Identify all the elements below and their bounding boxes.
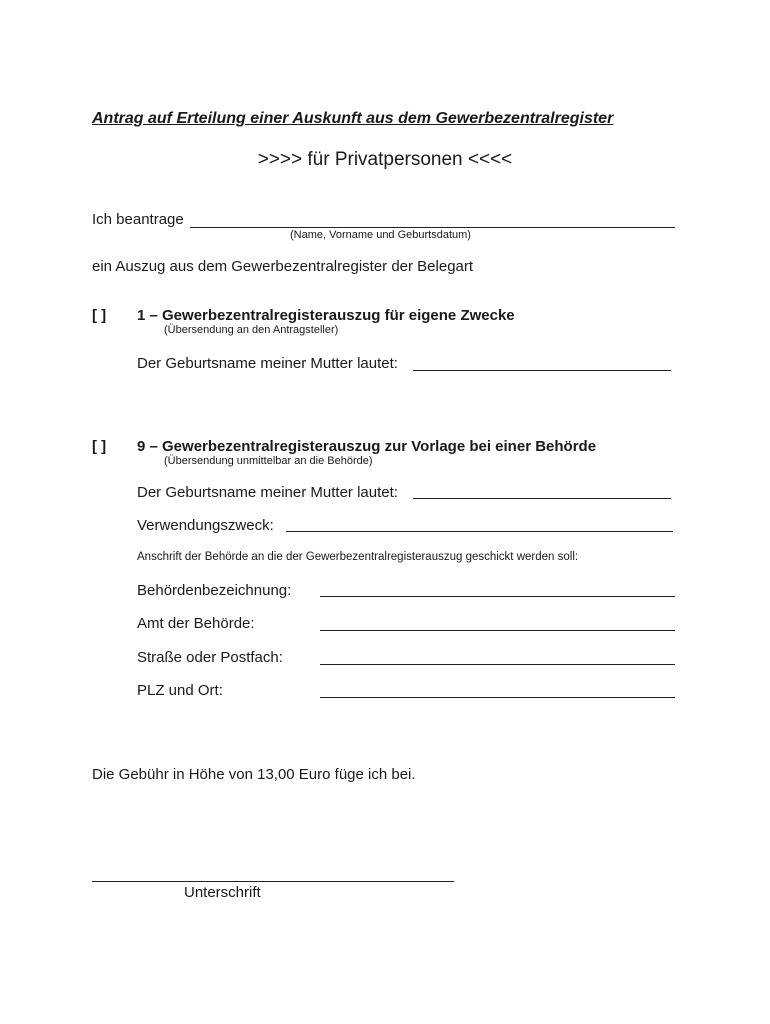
zip-city-label: PLZ und Ort: [137, 682, 223, 699]
option1-mother-field[interactable] [413, 370, 671, 371]
authority-office-label: Amt der Behörde: [137, 615, 255, 632]
option1-note: (Übersendung an den Antragsteller) [164, 324, 339, 336]
intro-line: ein Auszug aus dem Gewerbezentralregister der Belegart [92, 258, 474, 275]
option1-checkbox[interactable]: [ ] [92, 307, 107, 324]
address-intro: Anschrift der Behörde an die der Gewerbezentralregisterauszug geschickt werden soll: [137, 551, 579, 563]
option9-mother-label: Der Geburtsname meiner Mutter lautet: [137, 484, 398, 501]
signature-label: Unterschrift [184, 884, 261, 901]
street-field[interactable] [320, 664, 675, 665]
authority-name-field[interactable] [320, 596, 675, 597]
option1-heading: 1 – Gewerbezentralregisterauszug für eigene Zwecke [137, 307, 515, 324]
purpose-label: Verwendungszweck: [137, 517, 274, 534]
street-label: Straße oder Postfach: [137, 649, 283, 666]
option1-mother-label: Der Geburtsname meiner Mutter lautet: [137, 355, 398, 372]
request-label: Ich beantrage [92, 211, 184, 228]
option9-heading: 9 – Gewerbezentralregisterauszug zur Vorlage bei einer Behörde [137, 438, 597, 455]
form-subtitle: >>>> für Privatpersonen <<<< [257, 149, 513, 170]
signature-field[interactable] [92, 881, 454, 882]
purpose-field[interactable] [286, 531, 673, 532]
option9-note: (Übersendung unmittelbar an die Behörde) [164, 455, 373, 467]
fee-text: Die Gebühr in Höhe von 13,00 Euro füge ich bei. [92, 766, 416, 783]
request-hint: (Name, Vorname und Geburtsdatum) [290, 229, 471, 241]
zip-city-field[interactable] [320, 697, 675, 698]
option9-mother-field[interactable] [413, 498, 671, 499]
request-name-field[interactable] [190, 227, 675, 228]
option9-checkbox[interactable]: [ ] [92, 438, 107, 455]
authority-name-label: Behördenbezeichnung: [137, 582, 292, 599]
authority-office-field[interactable] [320, 630, 675, 631]
form-title: Antrag auf Erteilung einer Auskunft aus dem Gewerbezentralregister [92, 110, 614, 127]
